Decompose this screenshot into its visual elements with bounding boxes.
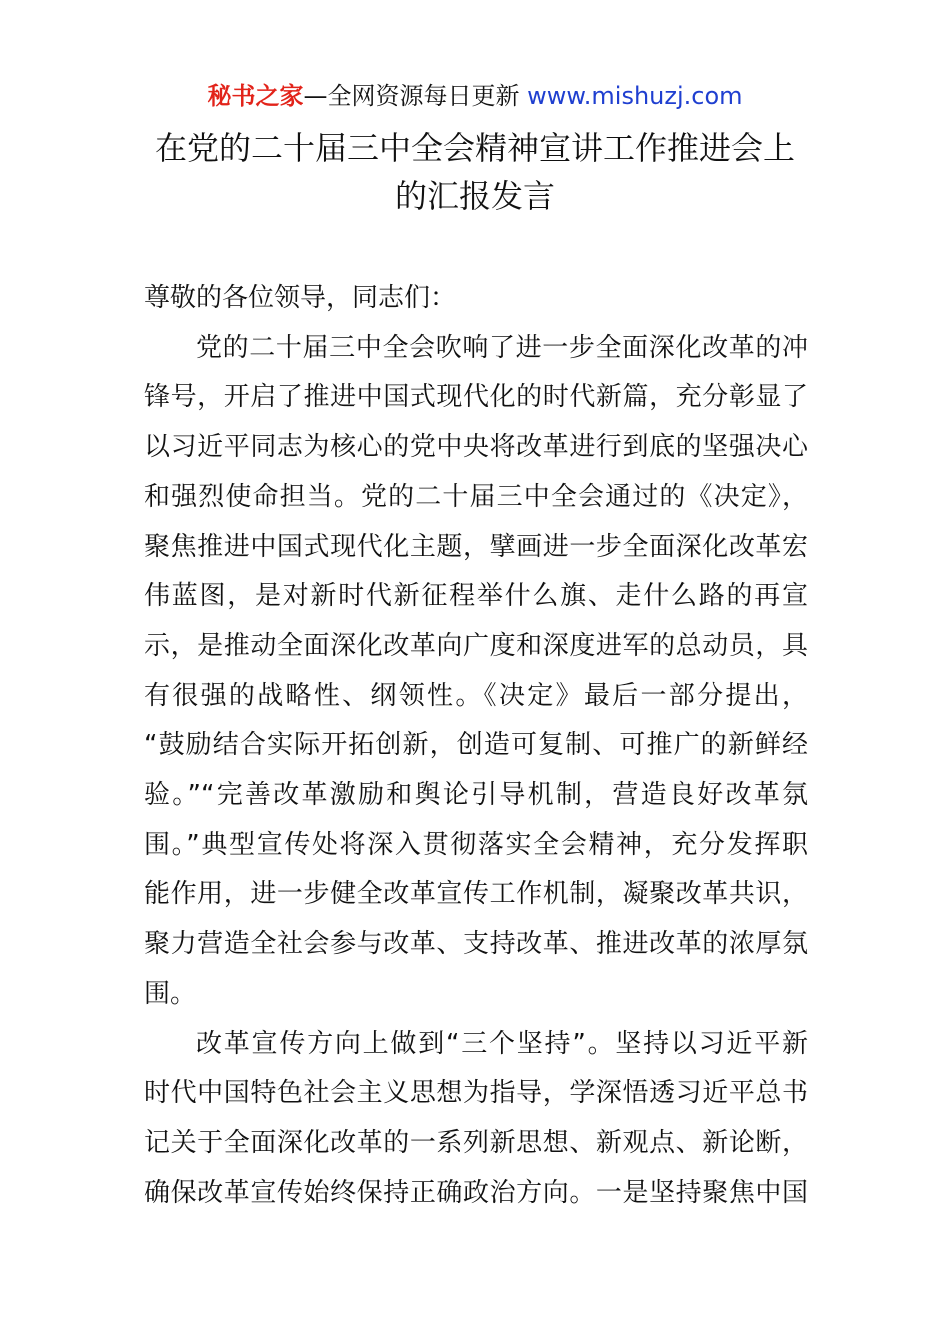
paragraph-line: 时代中国特色社会主义思想为指导，学深悟透习近平总书 bbox=[144, 1078, 808, 1109]
paragraph bbox=[144, 324, 808, 1020]
site-name: 秘书之家 bbox=[207, 82, 304, 110]
title-line: 在党的二十届三中全会精神宣讲工作推进会上 bbox=[154, 129, 795, 167]
paragraph-line: 锋号，开启了推进中国式现代化的时代新篇，充分彰显了 bbox=[144, 382, 808, 413]
paragraph-line: 有很强的战略性、纲领性。《决定》最后一部分提出， bbox=[144, 680, 808, 711]
document-title bbox=[120, 124, 830, 220]
paragraph-line: 围。”典型宣传处将深入贯彻落实全会精神，充分发挥职 bbox=[144, 829, 808, 860]
site-header bbox=[0, 78, 950, 114]
paragraph-line: “鼓励结合实际开拓创新，创造可复制、可推广的新鲜经 bbox=[144, 730, 808, 761]
salutation: 尊敬的各位领导，同志们： bbox=[144, 283, 457, 313]
paragraph-line: 确保改革宣传始终保持正确政治方向。一是坚持聚焦中国 bbox=[144, 1177, 808, 1208]
paragraph-line: 伟蓝图，是对新时代新征程举什么旗、走什么路的再宣 bbox=[144, 581, 808, 612]
paragraph-line: 以习近平同志为核心的党中央将改革进行到底的坚强决心 bbox=[144, 432, 808, 463]
paragraph-line: 围。 bbox=[144, 978, 197, 1009]
paragraph-line: 聚焦推进中国式现代化主题，擘画进一步全面深化改革宏 bbox=[144, 531, 808, 562]
paragraph bbox=[144, 1020, 808, 1219]
paragraph-line: 示，是推动全面深化改革向广度和深度进军的总动员，具 bbox=[144, 630, 808, 661]
paragraph-line: 聚力营造全社会参与改革、支持改革、推进改革的浓厚氛 bbox=[144, 929, 808, 960]
paragraph-line: 改革宣传方向上做到“三个坚持”。坚持以习近平新 bbox=[196, 1028, 808, 1059]
paragraph-line: 和强烈使命担当。党的二十届三中全会通过的《决定》， bbox=[144, 481, 808, 512]
paragraph-line: 能作用，进一步健全改革宣传工作机制，凝聚改革共识， bbox=[144, 879, 808, 910]
document-body bbox=[144, 274, 808, 1218]
site-url-link[interactable]: www.mishuzj.com bbox=[527, 82, 743, 110]
site-tagline: —全网资源每日更新 bbox=[303, 82, 528, 110]
paragraph-line: 党的二十届三中全会吹响了进一步全面深化改革的冲 bbox=[196, 332, 808, 363]
paragraph-line: 验。”“完善改革激励和舆论引导机制，营造良好改革氛 bbox=[144, 780, 808, 811]
paragraph-line: 记关于全面深化改革的一系列新思想、新观点、新论断， bbox=[144, 1127, 808, 1158]
title-line: 的汇报发言 bbox=[394, 177, 555, 215]
